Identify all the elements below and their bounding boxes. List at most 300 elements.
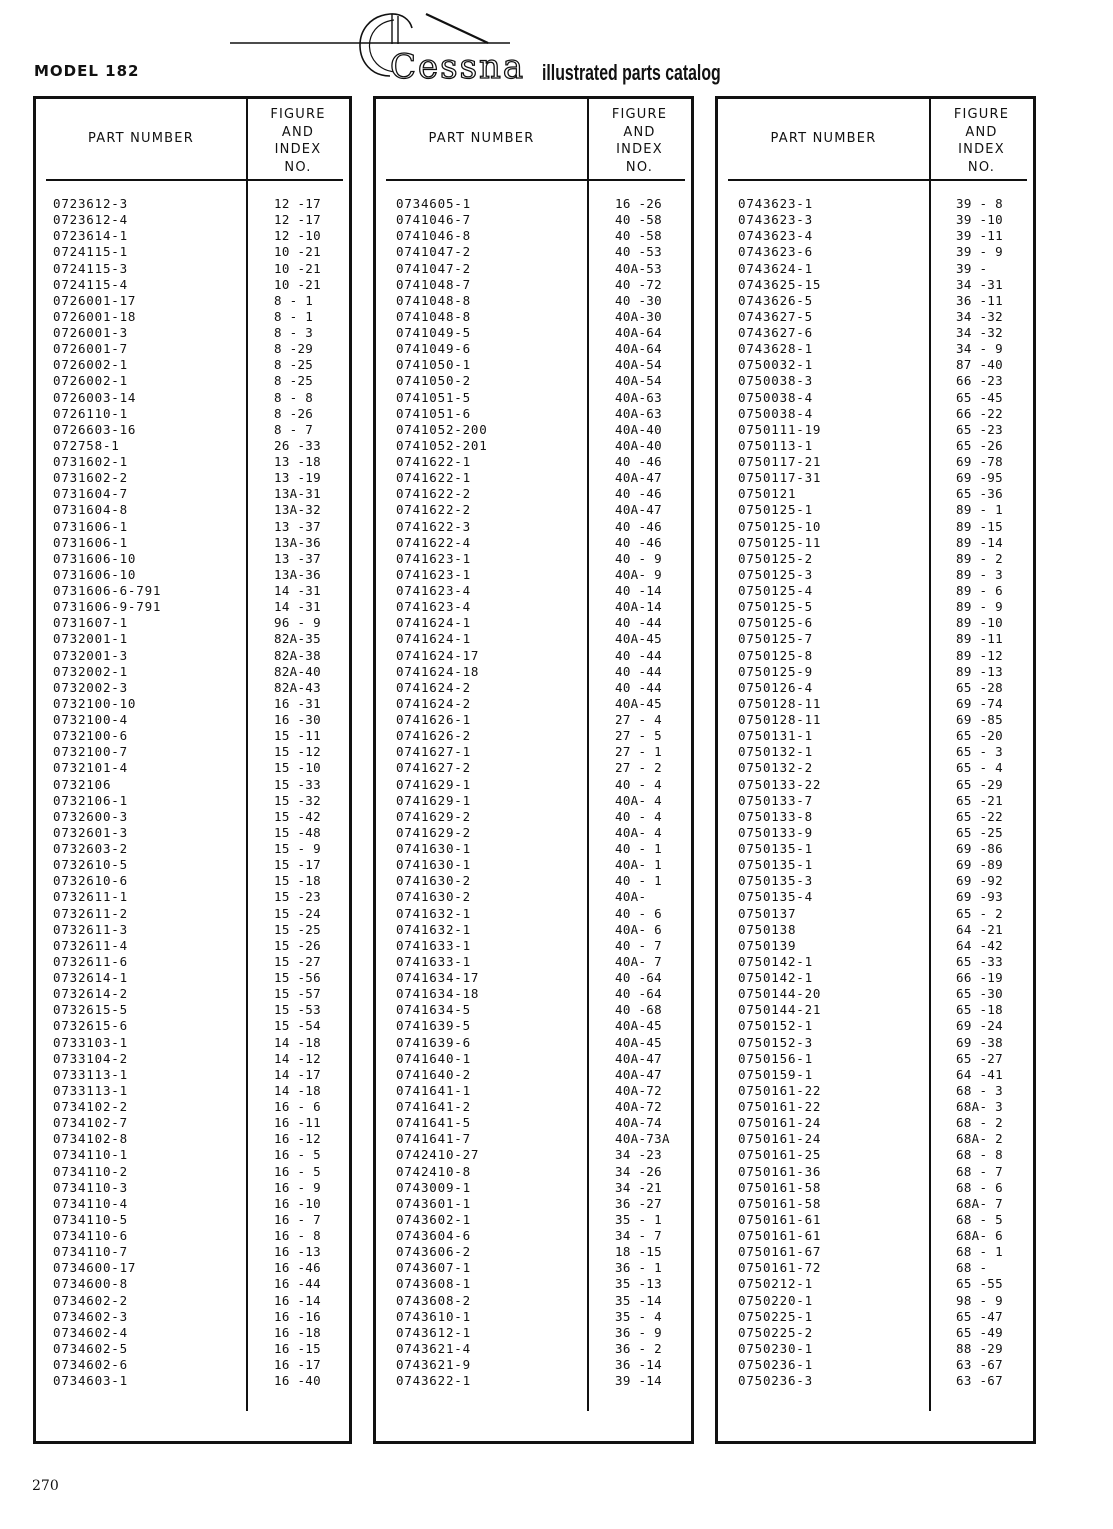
figure-index: 65 -20 bbox=[956, 728, 1003, 744]
figure-index-header: FIGURE AND INDEX NO. bbox=[270, 107, 326, 175]
table-row bbox=[718, 1083, 1033, 1099]
figure-index: 12 -17 bbox=[274, 196, 321, 211]
part-number: 0750137 bbox=[738, 905, 797, 921]
figure-index: 40A-72 bbox=[615, 1099, 662, 1114]
part-number: 0750038-3 bbox=[738, 373, 813, 389]
part-number: 0741627-1 bbox=[396, 744, 471, 760]
table-row bbox=[36, 793, 349, 809]
part-number: 0741627-2 bbox=[396, 760, 471, 776]
figure-index: 65 -30 bbox=[956, 986, 1003, 1002]
table-row bbox=[376, 938, 691, 954]
part-number: 0742410-27 bbox=[396, 1147, 480, 1163]
figure-index: 69 -93 bbox=[956, 889, 1003, 905]
figure-index: 40 -68 bbox=[615, 1002, 662, 1018]
table-row bbox=[718, 293, 1033, 309]
figure-index: 68 - 7 bbox=[956, 1163, 1003, 1179]
figure-index: 40A- bbox=[615, 889, 647, 905]
part-number: 0743608-2 bbox=[396, 1292, 471, 1308]
part-number: 0750125-2 bbox=[738, 550, 813, 566]
figure-index: 40A-47 bbox=[615, 1066, 662, 1082]
figure-index: 39 -11 bbox=[956, 228, 1003, 244]
part-number: 0732106 bbox=[53, 776, 112, 792]
part-number: 0741052-200 bbox=[396, 421, 488, 437]
table-row bbox=[376, 1035, 691, 1051]
figure-index: 12 -10 bbox=[274, 228, 321, 244]
figure-index: 68A- 3 bbox=[956, 1099, 1003, 1114]
part-number: 0732002-1 bbox=[53, 663, 128, 679]
table-row bbox=[376, 1180, 691, 1196]
table-row bbox=[376, 1115, 691, 1131]
part-number: 0750161-25 bbox=[738, 1147, 822, 1163]
part-number: 0741630-1 bbox=[396, 841, 471, 856]
part-number: 0732614-2 bbox=[53, 986, 128, 1002]
table-row bbox=[718, 277, 1033, 293]
part-number: 0750133-9 bbox=[738, 824, 813, 840]
table-row bbox=[376, 551, 691, 567]
table-row bbox=[376, 857, 691, 873]
table-row bbox=[718, 615, 1033, 631]
figure-index: 14 -31 bbox=[274, 599, 321, 615]
table-row bbox=[36, 212, 349, 228]
part-number: 0741051-6 bbox=[396, 405, 471, 421]
table-row bbox=[718, 1164, 1033, 1180]
part-number: 0734600-8 bbox=[53, 1276, 128, 1292]
figure-index: 65 -55 bbox=[956, 1276, 1003, 1292]
table-row bbox=[36, 535, 349, 551]
table-row bbox=[718, 470, 1033, 486]
figure-index: 40 -14 bbox=[615, 583, 662, 598]
figure-index: 13 -37 bbox=[274, 550, 321, 566]
figure-index: 13 -19 bbox=[274, 470, 321, 486]
part-number: 0741641-2 bbox=[396, 1099, 471, 1114]
figure-index: 40A- 4 bbox=[615, 824, 662, 840]
table-row bbox=[718, 212, 1033, 228]
figure-index: 89 -15 bbox=[956, 518, 1003, 534]
part-number: 0743624-1 bbox=[738, 260, 813, 276]
part-number: 0750133-8 bbox=[738, 808, 813, 824]
part-number: 0732100-10 bbox=[53, 695, 137, 711]
table-row bbox=[36, 1099, 349, 1115]
part-number: 0741640-2 bbox=[396, 1066, 471, 1082]
figure-index: 34 -21 bbox=[615, 1179, 662, 1195]
figure-index: 65 -49 bbox=[956, 1324, 1003, 1340]
table-row bbox=[718, 1018, 1033, 1034]
part-number: 0741049-6 bbox=[396, 341, 471, 357]
part-number: 0743601-1 bbox=[396, 1195, 471, 1211]
figure-index: 82A-38 bbox=[274, 647, 321, 663]
part-number: 0743621-4 bbox=[396, 1340, 471, 1356]
part-number: 0741624-1 bbox=[396, 631, 471, 647]
table-row bbox=[376, 470, 691, 486]
table-row bbox=[376, 760, 691, 776]
part-number: 0731607-1 bbox=[53, 615, 128, 631]
part-number: 0723612-3 bbox=[53, 196, 128, 211]
part-number: 0741630-1 bbox=[396, 857, 471, 873]
part-number: 0731606-10 bbox=[53, 566, 137, 582]
figure-index: 15 -24 bbox=[274, 905, 321, 921]
figure-index: 40 - 9 bbox=[615, 550, 662, 566]
figure-index: 69 -38 bbox=[956, 1034, 1003, 1050]
table-row bbox=[376, 502, 691, 518]
table-row bbox=[376, 648, 691, 664]
table-row bbox=[36, 406, 349, 422]
table-row bbox=[36, 583, 349, 599]
table-row bbox=[36, 502, 349, 518]
part-number: 0734605-1 bbox=[396, 196, 471, 211]
table-row bbox=[718, 599, 1033, 615]
part-number: 0734600-17 bbox=[53, 1260, 137, 1276]
table-row bbox=[36, 1002, 349, 1018]
part-number: 0750113-1 bbox=[738, 437, 813, 453]
part-number: 0723614-1 bbox=[53, 228, 128, 244]
figure-index: 89 -11 bbox=[956, 631, 1003, 647]
part-number: 0750225-1 bbox=[738, 1308, 813, 1324]
part-number: 0743602-1 bbox=[396, 1211, 471, 1227]
figure-index: 65 -29 bbox=[956, 776, 1003, 792]
figure-index: 88 -29 bbox=[956, 1340, 1003, 1356]
table-row bbox=[376, 1228, 691, 1244]
table-row bbox=[718, 454, 1033, 470]
table-row bbox=[718, 760, 1033, 776]
part-number: 0741634-17 bbox=[396, 970, 480, 985]
figure-index: 40A-45 bbox=[615, 1034, 662, 1050]
part-number: 0750125-3 bbox=[738, 566, 813, 582]
table-row bbox=[376, 631, 691, 647]
figure-index: 16 -46 bbox=[274, 1260, 321, 1276]
part-number: 0750125-11 bbox=[738, 534, 822, 550]
figure-index: 18 -15 bbox=[615, 1244, 662, 1260]
part-number: 0750125-1 bbox=[738, 502, 813, 518]
part-number: 0750159-1 bbox=[738, 1066, 813, 1082]
part-number: 0741623-4 bbox=[396, 583, 471, 598]
figure-index: 15 -12 bbox=[274, 744, 321, 760]
figure-index: 14 -18 bbox=[274, 1034, 321, 1050]
figure-index: 15 -17 bbox=[274, 857, 321, 873]
part-number: 0733113-1 bbox=[53, 1066, 128, 1082]
parts-table-2 bbox=[373, 96, 694, 1444]
table-row bbox=[376, 1357, 691, 1373]
figure-index: 89 -13 bbox=[956, 663, 1003, 679]
part-number: 0726001-3 bbox=[53, 325, 128, 340]
part-number: 0741048-7 bbox=[396, 276, 471, 292]
part-number: 0750161-24 bbox=[738, 1131, 822, 1147]
table-row bbox=[376, 1293, 691, 1309]
table-row bbox=[718, 906, 1033, 922]
part-number: 0750161-36 bbox=[738, 1163, 822, 1179]
table-row bbox=[718, 228, 1033, 244]
part-number: 0732001-3 bbox=[53, 647, 128, 663]
table-row bbox=[718, 744, 1033, 760]
figure-index: 40A-63 bbox=[615, 389, 662, 405]
figure-index: 40A-64 bbox=[615, 325, 662, 340]
figure-index: 34 -23 bbox=[615, 1147, 662, 1163]
part-number: 0741624-17 bbox=[396, 647, 480, 663]
figure-index: 64 -41 bbox=[956, 1066, 1003, 1082]
figure-index: 69 -95 bbox=[956, 470, 1003, 486]
table-row bbox=[36, 1309, 349, 1325]
figure-index: 69 -86 bbox=[956, 841, 1003, 856]
table-row bbox=[36, 1276, 349, 1292]
part-number: 0732611-3 bbox=[53, 921, 128, 937]
table-row bbox=[376, 841, 691, 857]
part-number-header: PART NUMBER bbox=[428, 131, 535, 146]
figure-index: 40A-47 bbox=[615, 502, 662, 518]
part-number: 0732614-1 bbox=[53, 970, 128, 985]
figure-index: 16 - 9 bbox=[274, 1179, 321, 1195]
table-row bbox=[376, 664, 691, 680]
part-number: 0741622-3 bbox=[396, 518, 471, 534]
part-number-header: PART NUMBER bbox=[770, 131, 877, 146]
figure-index: 35 -14 bbox=[615, 1292, 662, 1308]
cessna-logo bbox=[230, 6, 730, 94]
table-row bbox=[36, 631, 349, 647]
figure-index: 39 - bbox=[956, 260, 988, 276]
table-row bbox=[36, 244, 349, 260]
figure-index: 65 -36 bbox=[956, 486, 1003, 502]
table-row bbox=[36, 277, 349, 293]
figure-index: 14 -12 bbox=[274, 1050, 321, 1066]
parts-rows bbox=[36, 196, 349, 1389]
figure-index: 40A-45 bbox=[615, 631, 662, 647]
part-number: 0732600-3 bbox=[53, 808, 128, 824]
part-number: 0750117-21 bbox=[738, 454, 822, 469]
table-row bbox=[718, 1002, 1033, 1018]
figure-index: 39 - 9 bbox=[956, 244, 1003, 260]
table-row bbox=[718, 954, 1033, 970]
figure-index: 8 -26 bbox=[274, 405, 314, 421]
table-row bbox=[718, 325, 1033, 341]
part-number: 0750128-11 bbox=[738, 695, 822, 711]
table-row bbox=[718, 680, 1033, 696]
figure-index: 16 -16 bbox=[274, 1308, 321, 1324]
table-row bbox=[36, 825, 349, 841]
part-number: 0743623-3 bbox=[738, 212, 813, 228]
table-row bbox=[718, 841, 1033, 857]
figure-index: 16 -31 bbox=[274, 695, 321, 711]
figure-index: 10 -21 bbox=[274, 276, 321, 292]
part-number: 0743604-6 bbox=[396, 1228, 471, 1243]
table-row bbox=[36, 486, 349, 502]
part-number: 0734602-2 bbox=[53, 1292, 128, 1308]
figure-index: 40A-47 bbox=[615, 470, 662, 486]
figure-index: 15 -27 bbox=[274, 953, 321, 969]
table-row bbox=[36, 470, 349, 486]
part-number: 0741629-1 bbox=[396, 776, 471, 792]
table-row bbox=[718, 373, 1033, 389]
table-row bbox=[376, 1276, 691, 1292]
table-row bbox=[718, 889, 1033, 905]
figure-index: 65 -47 bbox=[956, 1308, 1003, 1324]
part-number: 0750236-3 bbox=[738, 1373, 813, 1389]
figure-index: 16 -18 bbox=[274, 1324, 321, 1340]
table-row bbox=[36, 1196, 349, 1212]
table-row bbox=[718, 406, 1033, 422]
figure-index: 40 -46 bbox=[615, 534, 662, 550]
part-number: 0750126-4 bbox=[738, 679, 813, 695]
part-number: 0724115-4 bbox=[53, 276, 128, 292]
table-row bbox=[718, 244, 1033, 260]
table-row bbox=[718, 1099, 1033, 1115]
table-row bbox=[36, 777, 349, 793]
part-number: 0750161-72 bbox=[738, 1260, 822, 1276]
part-number: 0750125-6 bbox=[738, 615, 813, 631]
figure-index: 40 -46 bbox=[615, 518, 662, 534]
table-row bbox=[718, 1180, 1033, 1196]
figure-index: 69 -24 bbox=[956, 1018, 1003, 1034]
figure-index: 16 -12 bbox=[274, 1131, 321, 1147]
figure-index: 40 -46 bbox=[615, 486, 662, 502]
part-number: 0734110-3 bbox=[53, 1179, 128, 1195]
figure-index: 40 -64 bbox=[615, 970, 662, 985]
table-row bbox=[376, 535, 691, 551]
part-number: 0731606-1 bbox=[53, 534, 128, 550]
part-number: 0741623-1 bbox=[396, 550, 471, 566]
figure-index: 68A- 6 bbox=[956, 1228, 1003, 1243]
part-number: 0741622-2 bbox=[396, 486, 471, 502]
part-number: 0743623-6 bbox=[738, 244, 813, 260]
figure-index: 15 -33 bbox=[274, 776, 321, 792]
table-row bbox=[718, 261, 1033, 277]
table-row bbox=[718, 631, 1033, 647]
table-row bbox=[376, 1260, 691, 1276]
part-number: 0732611-2 bbox=[53, 905, 128, 921]
table-row bbox=[376, 583, 691, 599]
table-row bbox=[376, 341, 691, 357]
figure-index: 40A- 9 bbox=[615, 566, 662, 582]
figure-index: 40 -30 bbox=[615, 292, 662, 308]
part-number: 0741632-1 bbox=[396, 921, 471, 937]
figure-index: 34 - 7 bbox=[615, 1228, 662, 1243]
part-number: 0750038-4 bbox=[738, 405, 813, 421]
part-number: 0726001-7 bbox=[53, 341, 128, 357]
figure-index: 68 - 1 bbox=[956, 1244, 1003, 1260]
figure-index: 15 -42 bbox=[274, 808, 321, 824]
part-number: 0750132-2 bbox=[738, 760, 813, 776]
part-number: 0750135-4 bbox=[738, 889, 813, 905]
table-row bbox=[376, 873, 691, 889]
table-row bbox=[36, 1293, 349, 1309]
figure-index: 15 -10 bbox=[274, 760, 321, 776]
figure-index: 10 -21 bbox=[274, 260, 321, 276]
part-number: 0750135-1 bbox=[738, 841, 813, 856]
part-number: 0750038-4 bbox=[738, 389, 813, 405]
part-number: 0732100-7 bbox=[53, 744, 128, 760]
part-number: 0741641-1 bbox=[396, 1082, 471, 1098]
figure-index: 16 -14 bbox=[274, 1292, 321, 1308]
part-number: 0741632-1 bbox=[396, 905, 471, 921]
catalog-subtitle: illustrated parts catalog bbox=[542, 60, 721, 85]
figure-index: 26 -33 bbox=[274, 437, 321, 453]
part-number: 0743612-1 bbox=[396, 1324, 471, 1340]
table-row bbox=[36, 373, 349, 389]
table-row bbox=[376, 1083, 691, 1099]
figure-index: 34 -32 bbox=[956, 308, 1003, 324]
figure-index: 40 -58 bbox=[615, 228, 662, 244]
part-number: 0741623-1 bbox=[396, 566, 471, 582]
part-number: 0750125-10 bbox=[738, 518, 822, 534]
figure-index: 15 -18 bbox=[274, 873, 321, 889]
part-number: 0732601-3 bbox=[53, 824, 128, 840]
figure-index: 15 -26 bbox=[274, 937, 321, 953]
figure-index: 65 - 3 bbox=[956, 744, 1003, 760]
table-row bbox=[36, 1244, 349, 1260]
part-number: 0741633-1 bbox=[396, 953, 471, 969]
figure-index: 34 -26 bbox=[615, 1163, 662, 1179]
table-row bbox=[718, 664, 1033, 680]
table-row bbox=[718, 1276, 1033, 1292]
part-number: 0732610-6 bbox=[53, 873, 128, 889]
part-number: 0743627-6 bbox=[738, 325, 813, 340]
part-number: 0741622-4 bbox=[396, 534, 471, 550]
table-row bbox=[376, 438, 691, 454]
part-number: 0732002-3 bbox=[53, 679, 128, 695]
table-row bbox=[718, 857, 1033, 873]
figure-index: 40A-47 bbox=[615, 1050, 662, 1066]
figure-index: 65 - 4 bbox=[956, 760, 1003, 776]
table-row bbox=[36, 970, 349, 986]
part-number: 0743627-5 bbox=[738, 308, 813, 324]
part-number: 0733103-1 bbox=[53, 1034, 128, 1050]
part-number: 0732615-6 bbox=[53, 1018, 128, 1034]
part-number: 0726001-17 bbox=[53, 292, 137, 308]
part-number: 0743623-4 bbox=[738, 228, 813, 244]
table-row bbox=[36, 664, 349, 680]
figure-index: 40 -72 bbox=[615, 276, 662, 292]
figure-index: 15 -25 bbox=[274, 921, 321, 937]
table-row bbox=[36, 889, 349, 905]
figure-index: 65 -25 bbox=[956, 824, 1003, 840]
figure-index: 66 -19 bbox=[956, 970, 1003, 985]
figure-index: 65 -18 bbox=[956, 1002, 1003, 1018]
part-number: 0750138 bbox=[738, 921, 797, 937]
figure-index: 89 - 2 bbox=[956, 550, 1003, 566]
table-row bbox=[718, 1341, 1033, 1357]
part-number: 0743009-1 bbox=[396, 1179, 471, 1195]
part-number: 0750117-31 bbox=[738, 470, 822, 486]
table-row bbox=[718, 986, 1033, 1002]
figure-index: 27 - 4 bbox=[615, 712, 662, 727]
table-row bbox=[718, 1325, 1033, 1341]
part-number: 0724115-3 bbox=[53, 260, 128, 276]
figure-index: 69 -92 bbox=[956, 873, 1003, 889]
table-row bbox=[376, 1244, 691, 1260]
part-number: 0741051-5 bbox=[396, 389, 471, 405]
table-row bbox=[376, 212, 691, 228]
figure-index: 15 -23 bbox=[274, 889, 321, 905]
part-number: 0732106-1 bbox=[53, 792, 128, 808]
figure-index: 14 -17 bbox=[274, 1066, 321, 1082]
figure-index: 82A-40 bbox=[274, 663, 321, 679]
table-row bbox=[718, 922, 1033, 938]
figure-index: 16 -40 bbox=[274, 1373, 321, 1389]
table-row bbox=[718, 357, 1033, 373]
part-number: 0741629-1 bbox=[396, 792, 471, 808]
figure-index: 40 -46 bbox=[615, 454, 662, 469]
table-row bbox=[376, 1018, 691, 1034]
table-row bbox=[36, 293, 349, 309]
part-number: 0734602-5 bbox=[53, 1340, 128, 1356]
figure-index: 15 -11 bbox=[274, 728, 321, 744]
figure-index: 14 -18 bbox=[274, 1082, 321, 1098]
table-row bbox=[376, 486, 691, 502]
figure-index: 40A-14 bbox=[615, 599, 662, 615]
figure-index: 8 - 3 bbox=[274, 325, 314, 340]
figure-index: 16 -26 bbox=[615, 196, 662, 211]
part-number: 0743621-9 bbox=[396, 1357, 471, 1372]
part-number: 0732603-2 bbox=[53, 841, 128, 856]
part-number: 0734110-5 bbox=[53, 1211, 128, 1227]
part-number: 0750125-9 bbox=[738, 663, 813, 679]
